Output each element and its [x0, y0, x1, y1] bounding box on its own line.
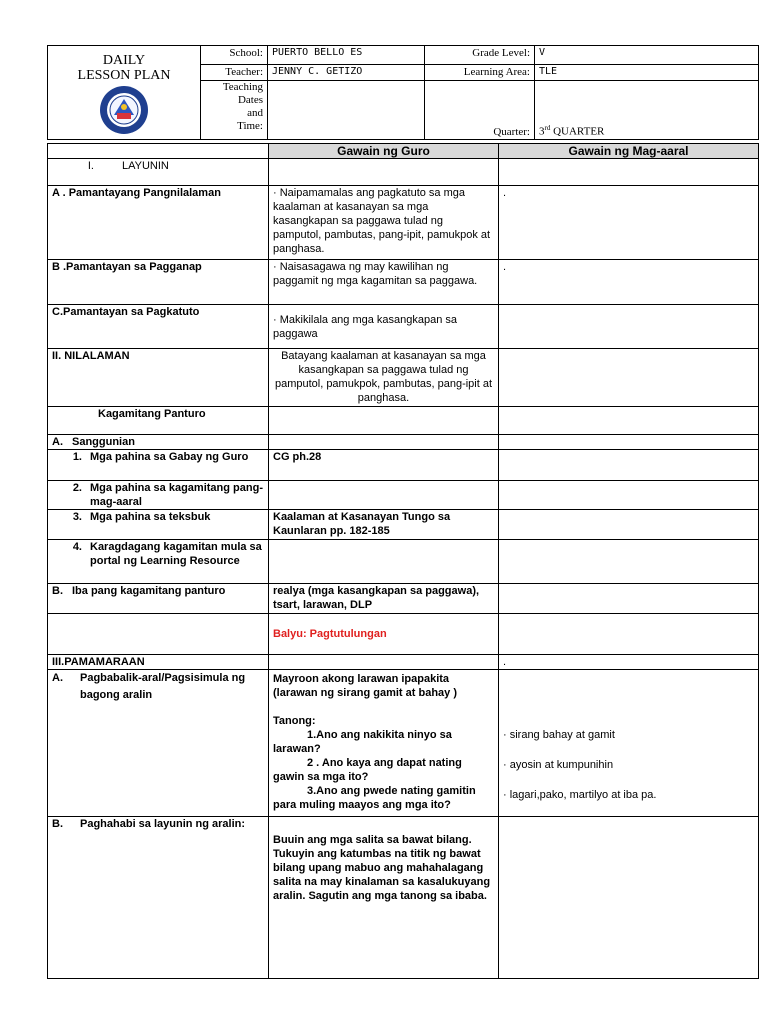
nilalaman-guro: Batayang kaalaman at kasanayan sa mga kasangkapan sa paggawa tulad ng pamputol, pamukpok, pambutas, pang-ipit at panghasa.	[274, 350, 493, 404]
col-magaaral-header: Gawain ng Mag-aaral	[568, 144, 689, 158]
area-value: TLE	[539, 65, 558, 77]
pa-guro-intro: Mayroon akong larawan ipapakita (larawan ng sirang gamit at bahay )	[273, 673, 457, 699]
iba-pang-guro: realya (mga kasangkapan sa paggawa), tsart, larawan, DLP	[273, 585, 480, 611]
dates-value	[268, 81, 425, 140]
pamamaraan-label: III.PAMAMARAAN	[52, 656, 145, 668]
s1-num: 1.	[72, 451, 82, 463]
deped-seal-icon	[99, 85, 149, 135]
sanggunian-label: Sanggunian	[72, 436, 135, 448]
pa-q2: 2 . Ano kaya ang dapat nating gawin sa mga ito?	[273, 757, 462, 783]
title-line1: DAILY	[102, 53, 146, 68]
pb-guro: Buuin ang mga salita sa bawat bilang. Tukuyin ang katumbas na titik ng bawat bilang upang mabuo ang mahahalagang salita na may kinalaman sa kasalukuyang aralin. Sagutin ang mga tanong sa ibaba.	[273, 834, 491, 902]
s4-num: 4.	[72, 541, 82, 553]
pa-num: A.	[52, 672, 63, 684]
pb-label: Paghahabi sa layunin ng aralin:	[80, 818, 246, 830]
title-line2: LESSON PLAN	[77, 68, 171, 83]
pamantayan-pagkatuto-guro: · Makikilala ang mga kasangkapan sa paggawa	[273, 314, 458, 340]
s1-guro: CG ph.28	[273, 451, 322, 463]
pamantayang-pangnilalaman-guro: · Naipamamalas ang pagkatuto sa mga kaalaman at kasanayan sa mga kasangkapan sa paggawa tulad ng pamputol, pambutas, pang-ipit, pamukpok at panghasa.	[273, 187, 491, 255]
iba-pang-label: Iba pang kagamitang panturo	[72, 585, 226, 597]
s3-guro: Kaalaman at Kasanayan Tungo sa Kaunlaran pp. 182-185	[273, 511, 451, 537]
layunin-label: LAYUNIN	[122, 160, 169, 172]
header-table	[47, 45, 759, 140]
pamantayan-pagganap-mag: .	[503, 261, 507, 273]
quarter-word: QUARTER	[553, 126, 605, 138]
dates-label-3: and	[247, 107, 263, 120]
pa-a3: · lagari,pako, martilyo at iba pa.	[503, 789, 657, 801]
dates-label-4: Time:	[237, 120, 263, 133]
s1-label: Mga pahina sa Gabay ng Guro	[90, 451, 249, 463]
pamantayan-pagkatuto-label: C.Pamantayan sa Pagkatuto	[52, 306, 200, 318]
quarter-sup: rd	[544, 124, 551, 133]
teacher-label: Teacher:	[225, 65, 263, 78]
dates-label-1: Teaching	[222, 81, 263, 94]
pa-label: Pagbabalik-aral/Pagsisimula ng bagong aralin	[80, 672, 246, 701]
pa-q1: 1.Ano ang nakikita ninyo sa larawan?	[273, 729, 452, 755]
layunin-num: I.	[87, 160, 94, 172]
pamantayang-pangnilalaman-label: A . Pamantayang Pangnilalaman	[52, 187, 221, 199]
pb-num: B.	[52, 818, 63, 830]
s3-label: Mga pahina sa teksbuk	[90, 511, 211, 523]
pamantayan-pagganap-guro: · Naisasagawa ng may kawilihan ng paggamit ng mga kagamitan sa paggawa.	[273, 261, 478, 287]
grade-label: Grade Level:	[472, 47, 530, 59]
pa-a1: · sirang bahay at gamit	[503, 729, 615, 741]
school-value: PUERTO BELLO ES	[272, 47, 363, 58]
pamantayang-pangnilalaman-mag: .	[503, 187, 507, 199]
dates-label-2: Dates	[237, 94, 263, 107]
pa-tanong: Tanong:	[273, 715, 316, 727]
quarter-num: 3	[539, 126, 545, 138]
school-label: School:	[229, 47, 263, 59]
teacher-value: JENNY C. GETIZO	[272, 65, 363, 77]
s3-num: 3.	[72, 511, 82, 523]
col-guro-header: Gawain ng Guro	[337, 144, 430, 158]
title-cell	[48, 46, 201, 140]
sanggunian-num: A.	[52, 436, 63, 448]
iba-pang-num: B.	[52, 585, 63, 597]
kagamitang-panturo-label: Kagamitang Panturo	[98, 408, 206, 420]
nilalaman-label: II. NILALAMAN	[52, 350, 130, 362]
pa-q3: 3.Ano ang pwede nating gamitin para muling maayos ang mga ito?	[273, 785, 476, 811]
pa-a2: · ayosin at kumpunihin	[503, 759, 614, 771]
quarter-label: Quarter:	[493, 126, 530, 138]
pamamaraan-mag: .	[503, 656, 507, 668]
area-label: Learning Area:	[463, 65, 530, 78]
lesson-table	[47, 143, 759, 979]
pamantayan-pagganap-label: B .Pamantayan sa Pagganap	[52, 261, 202, 273]
s2-num: 2.	[72, 482, 82, 494]
s4-label: Karagdagang kagamitan mula sa portal ng Learning Resource	[90, 541, 262, 567]
balyu-text: Balyu: Pagtutulungan	[273, 628, 387, 640]
blank-header-cell	[48, 144, 269, 159]
grade-value: V	[539, 47, 546, 58]
s2-label: Mga pahina sa kagamitang pang-mag-aaral	[90, 482, 263, 508]
